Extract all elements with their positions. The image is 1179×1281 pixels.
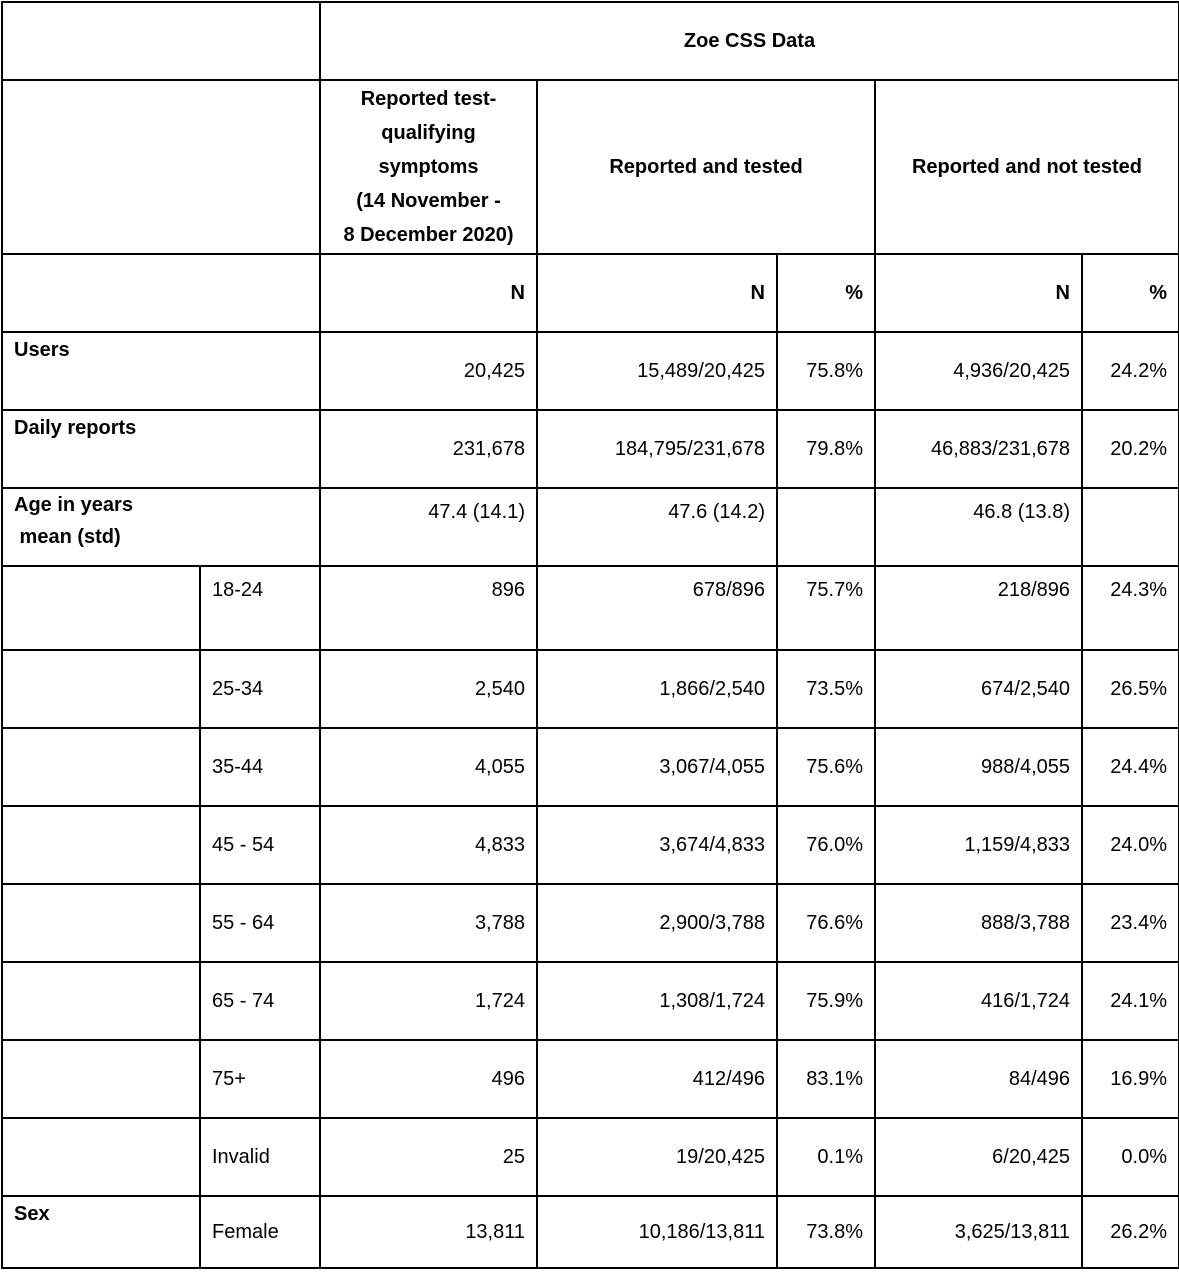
tested-percent: 73.8%	[777, 1196, 875, 1268]
header-reported-not-tested: Reported and not tested	[875, 80, 1179, 254]
not-tested-n: 988/4,055	[875, 728, 1082, 806]
age-group-label: Invalid	[200, 1118, 320, 1196]
reported-value: 2,540	[320, 650, 537, 728]
age-group-label: 75+	[200, 1040, 320, 1118]
not-tested-n: 416/1,724	[875, 962, 1082, 1040]
column-header-row	[2, 254, 1179, 332]
blank-corner-cell	[2, 2, 320, 80]
header-reported-and-tested: Reported and tested	[537, 80, 875, 254]
not-tested-percent: 24.4%	[1082, 728, 1179, 806]
table-row	[2, 1040, 1179, 1118]
sex-group-label: Female	[200, 1196, 320, 1268]
not-tested-percent: 26.5%	[1082, 650, 1179, 728]
age-group-label: 45 - 54	[200, 806, 320, 884]
col-header-n: N	[875, 254, 1082, 332]
table-row	[2, 962, 1179, 1040]
tested-n: 47.6 (14.2)	[537, 488, 777, 566]
not-tested-percent: 24.1%	[1082, 962, 1179, 1040]
tested-percent: 0.1%	[777, 1118, 875, 1196]
tested-percent: 75.6%	[777, 728, 875, 806]
age-group-label: 65 - 74	[200, 962, 320, 1040]
row-label: Sex	[2, 1196, 200, 1268]
blank-label-cell	[2, 806, 200, 884]
not-tested-percent: 23.4%	[1082, 884, 1179, 962]
not-tested-n: 6/20,425	[875, 1118, 1082, 1196]
age-label-line: Age in years	[14, 494, 133, 516]
not-tested-n: 1,159/4,833	[875, 806, 1082, 884]
blank-label-cell	[2, 650, 200, 728]
table-row	[2, 650, 1179, 728]
blank-corner-cell	[2, 254, 320, 332]
col-header-percent: %	[777, 254, 875, 332]
row-label: Users	[2, 332, 320, 410]
blank-label-cell	[2, 1040, 200, 1118]
reported-value: 896	[320, 566, 537, 650]
group-header-row	[2, 80, 1179, 254]
tested-percent: 75.7%	[777, 566, 875, 650]
table-row	[2, 488, 1179, 566]
not-tested-percent: 26.2%	[1082, 1196, 1179, 1268]
age-group-label: 55 - 64	[200, 884, 320, 962]
blank-label-cell	[2, 566, 200, 650]
tested-n: 10,186/13,811	[537, 1196, 777, 1268]
not-tested-n: 674/2,540	[875, 650, 1082, 728]
row-label: Daily reports	[2, 410, 320, 488]
age-group-label: 35-44	[200, 728, 320, 806]
header-reported-line: qualifying	[381, 122, 476, 144]
row-label-age	[2, 488, 320, 566]
blank-label-cell	[2, 728, 200, 806]
tested-percent: 83.1%	[777, 1040, 875, 1118]
reported-value: 25	[320, 1118, 537, 1196]
reported-value: 20,425	[320, 332, 537, 410]
tested-n: 1,866/2,540	[537, 650, 777, 728]
reported-value: 496	[320, 1040, 537, 1118]
not-tested-n: 218/896	[875, 566, 1082, 650]
reported-value: 47.4 (14.1)	[320, 488, 537, 566]
tested-n: 2,900/3,788	[537, 884, 777, 962]
col-header-n: N	[320, 254, 537, 332]
data-table	[1, 1, 1179, 1269]
tested-percent: 73.5%	[777, 650, 875, 728]
not-tested-n: 84/496	[875, 1040, 1082, 1118]
header-reported-line: symptoms	[378, 156, 479, 178]
col-header-n: N	[537, 254, 777, 332]
table-row	[2, 806, 1179, 884]
blank-label-cell	[2, 1118, 200, 1196]
tested-percent: 75.8%	[777, 332, 875, 410]
age-group-label: 18-24	[200, 566, 320, 650]
not-tested-percent	[1082, 488, 1179, 566]
not-tested-percent: 24.2%	[1082, 332, 1179, 410]
header-reported-line: Reported test-	[360, 88, 497, 110]
not-tested-n: 4,936/20,425	[875, 332, 1082, 410]
not-tested-percent: 20.2%	[1082, 410, 1179, 488]
tested-n: 412/496	[537, 1040, 777, 1118]
header-reported-line: 8 December 2020)	[343, 224, 514, 246]
not-tested-n: 46,883/231,678	[875, 410, 1082, 488]
age-group-label: 25-34	[200, 650, 320, 728]
not-tested-percent: 24.0%	[1082, 806, 1179, 884]
header-reported-symptoms	[320, 80, 537, 254]
table-row	[2, 332, 1179, 410]
not-tested-percent: 24.3%	[1082, 566, 1179, 650]
tested-n: 19/20,425	[537, 1118, 777, 1196]
blank-label-cell	[2, 884, 200, 962]
age-label-line: mean (std)	[14, 526, 121, 548]
not-tested-n: 888/3,788	[875, 884, 1082, 962]
table-row	[2, 566, 1179, 650]
tested-n: 678/896	[537, 566, 777, 650]
table-row	[2, 884, 1179, 962]
title-row	[2, 2, 1179, 80]
table-row	[2, 410, 1179, 488]
reported-value: 1,724	[320, 962, 537, 1040]
not-tested-percent: 16.9%	[1082, 1040, 1179, 1118]
tested-n: 1,308/1,724	[537, 962, 777, 1040]
tested-percent: 76.0%	[777, 806, 875, 884]
blank-label-cell	[2, 962, 200, 1040]
table-title: Zoe CSS Data	[320, 2, 1179, 80]
reported-value: 13,811	[320, 1196, 537, 1268]
blank-corner-cell	[2, 80, 320, 254]
table-row	[2, 728, 1179, 806]
tested-percent: 75.9%	[777, 962, 875, 1040]
reported-value: 4,833	[320, 806, 537, 884]
not-tested-n: 46.8 (13.8)	[875, 488, 1082, 566]
tested-percent: 79.8%	[777, 410, 875, 488]
tested-percent	[777, 488, 875, 566]
not-tested-percent: 0.0%	[1082, 1118, 1179, 1196]
reported-value: 3,788	[320, 884, 537, 962]
tested-n: 3,674/4,833	[537, 806, 777, 884]
reported-value: 4,055	[320, 728, 537, 806]
tested-n: 184,795/231,678	[537, 410, 777, 488]
tested-percent: 76.6%	[777, 884, 875, 962]
tested-n: 15,489/20,425	[537, 332, 777, 410]
tested-n: 3,067/4,055	[537, 728, 777, 806]
col-header-percent: %	[1082, 254, 1179, 332]
header-reported-line: (14 November -	[356, 190, 501, 212]
table-row	[2, 1196, 1179, 1268]
not-tested-n: 3,625/13,811	[875, 1196, 1082, 1268]
table-row	[2, 1118, 1179, 1196]
reported-value: 231,678	[320, 410, 537, 488]
